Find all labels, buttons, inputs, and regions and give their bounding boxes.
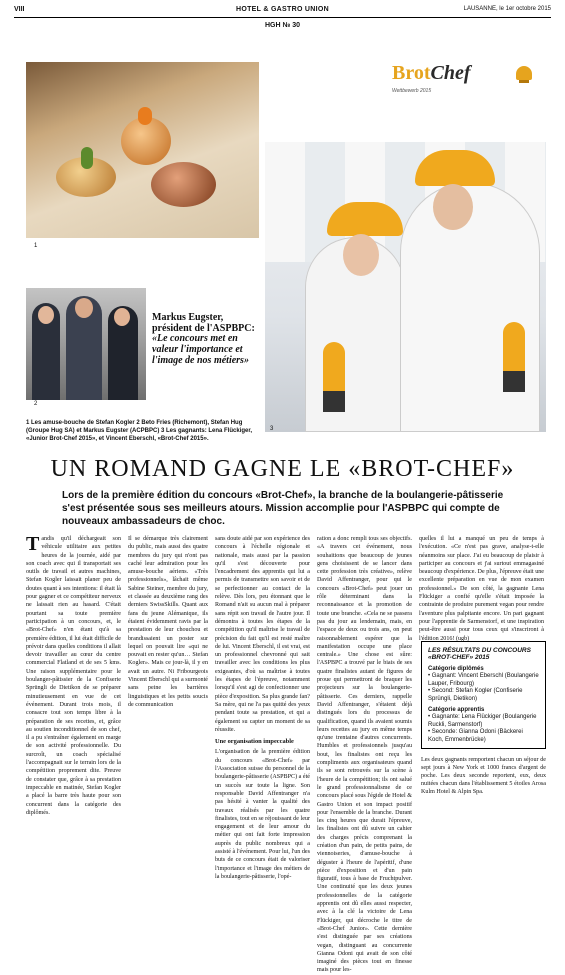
header-rule [14, 17, 551, 18]
face [433, 184, 473, 230]
section-title: HOTEL & GASTRO UNION [236, 6, 329, 13]
photo-caption: 1 Les amuse-bouche de Stefan Kogler 2 Beto Fries (Richemont), Stefan Hug (Groupe Hug SA) et Markus Eugster (ACPBPC) 3 Les gagnants: Lena Flückiger, «Junior Brot-Chef 2015», et Vincent Eberschl, «Brot-Chef 2015». [26, 420, 253, 442]
logo-tagline: Wettbewerb 2015 [392, 88, 432, 94]
face [343, 234, 379, 276]
face [75, 298, 93, 318]
prize-paragraph: Les deux gagnants remportent chacun un séjour de sept jours à New York et 1000 francs d'argent de poche. Les deux seconde reportent, eux, deux nuitées chacun dans l'établissement 5 étoiles Arosa Kulm Hotel & Alpin Spa. [421, 757, 546, 795]
face [38, 306, 54, 324]
photo-2-number: 2 [34, 401, 38, 407]
article-column-1 [26, 535, 121, 817]
results-item: • Gagnant: Vincent Eberschl (Boulangerie Lauper, Fribourg) [428, 673, 539, 687]
results-category: Catégorie apprentis [428, 707, 485, 714]
column-text: andis qu'il déchargeait son véhicule utilitaire aux petites heures de la journée, aidé par son coach avec qui il transportait ses outils de travail et autres machines, Stefan Kogler laissait planer peu de doutes quant à ses intentions: il était là pour gagner et ce compétiteur nerveux ne laissait rien au hasard. C'était pourtant sa toute première participation à un concours, et, le «Brot-Chef» n'en étant qu'à sa première édition, il lui était difficile de prévoir dans quelles conditions il allait devoir travailler au cœur du centre commercial Flatland et de ses 5 kms. Une raison supplémentaire pour le boulanger-pâtissier de la Confiserie Sprüngli de Dietikon de se préparer minutieusement en vue de cet événement. Durant trois mois, il consacre tout son temps libre à la préparation de ses recettes, et, grâce au soutien inconditionnel de son chef, il a pu s'entraîner également en marge de son activité professionnelle. Du surcroît, un coach spécialisé l'accompagnait sur le terrain lors de la compétition proprement dite. Preuve de constater que, grâce à sa prestation impeccable en matinée, Stefan Kogler a placé la barre très haute pour son concurrent dans la catégorie des diplômés. [26, 536, 121, 816]
photo-guests [26, 288, 146, 400]
garnish [81, 147, 93, 169]
results-title: LES RÉSULTATS DU CONCOURS «BROT-CHEF» 2015 [428, 647, 531, 661]
photo-winners [265, 142, 546, 432]
brot-chef-logo [392, 62, 552, 106]
results-category: Catégorie diplômés [428, 666, 484, 672]
logo-chef: Chef [430, 62, 471, 84]
photo-1-number: 1 [34, 243, 38, 249]
results-item: • Gagnante: Lena Flückiger (Boulangerie Ruckli, Sarmenstorf) [428, 714, 537, 728]
winner-right [400, 182, 540, 432]
headline: UN ROMAND GAGNE LE «BROT-CHEF» [50, 456, 515, 482]
face [114, 308, 130, 326]
bread-roll [151, 162, 216, 207]
article-column-4: ration a donc rempli tous ses objectifs. «A travers cet événement, nous souhaitions que beaucoup de jeunes gens choisissent de se lancer dans cette profession très créative», relève David Affentranger, pour qui le concours «Brot-Chef» peut jouer un rôle déterminant dans la reconnaissance et la promotion de toute une branche. «Cela ne se passera pas du jour au lendemain, mais, en l'espace de deux ou trois ans, on peut raisonnablement espérer que la manifestation occupe une place centrale.» Une chose est sûre: l'ASPBPC a trouvé par le biais de ses quatre finalistes autant de figures de proue qui permettront de braquer les projecteurs sur la boulangerie-pâtisserie. Ces derniers, rappelle David Affentranger, s'étaient déjà distingués lors du processus de qualification, quand ils avaient soumis leurs recettes au jury en même temps qu'une trentaine d'autres concurrents. Humbles et professionnels jusqu'au bout, les finalistes ont reçu les compliments aux organisateurs quand ils se sont retrouvés sur la scène à l'heure de la compétition; ils ont salué le grand professionnalisme de ce concours placé sous l'égide de Hotel & Gastro Union et son impact positif pour l'ensemble de la branche. Durant les cinq heures que durait l'épreuve, les finalistes ont dû suivre un cahier des charges précis comprenant la création d'un pain, de petits pains, de viennoiseries, d'amuse-bouche à déguster à l'heure de l'apéritif, d'une pièce d'exposition et d'un pain figuratif, tous à base de Fruchtpulver. Une continuité que les deux jeunes professionnelles de la catégorie apprentis ont dû elles aussi respecter, avec à la clé la victoire de Lena Flückiger, qui décroche le titre de «Brot-Chef Junior». Cette dernière s'est distinguée par ses créations vegan, distinguant au concurrente Gianna Odoni qui avait de son côté imaginé des pièces tout en finesse mais pour les- [317, 536, 412, 974]
column-text: sans doute aidé par son expérience des concours à l'échelle régionale et nationale, mais aussi par la passion qu'il s'est découverte pour l'encadrement des apprentis qui lui a permis de transmettre son savoir et de se perfectionner au contact de la relève. Dès lors, peu étonnant que le Romand n'ait su aucun mal à préparer sans répit son travail de l'autre jour. Il démontra à toutes les étapes de la compétition qu'il maîtrise le travail de précision du fait qu'il est resté maître de lui. Vincent Eberschl, il est vrai, est un professionnel chevronné qui sait travailler avec les conditions les plus exigeantes, d'où sa maîtrise à toutes les étapes de l'épreuve, notamment lorsqu'il s'est agi de confectionner une pièce d'exposition. Sa plus grande fan? Sa mère, qui ne l'a pas quitté des yeux pendant toute sa prestation, et qui a également su capter un moment de sa réussite. [215, 536, 310, 733]
logo-brot: Brot [392, 62, 431, 84]
column-text: L'organisation de la première édition du concours «Brot-Chef» par l'Association suisse du personnel de la boulangerie-pâtisserie (ASPBPC) a été un succès sur toute la ligne. Son responsable David Affentranger n'a pas hésité à vanter la qualité des travaux réalisés par les quatre finalistes, tout en se réjouissant de leur engagement et de leur amour du métier qui ont fait forte impression auprès du public nombreux qui a assisté à l'événement. Pour lui, l'un des buts de ce concours était de valoriser l'importance et l'image des métiers de la boulangerie-pâtisserie, l'opé- [215, 749, 310, 880]
article-column-5: quelles il lui a manqué un peu de temps à l'exécution. «Ce n'est pas grave, analyse-t-elle néanmoins sur place. J'ai eu beaucoup de plaisir à participer au concours et j'ai surtout emmagasiné beaucoup d'expérience. De plus, l'épreuve était une excellente préparation en vue de mon examen professionnel.» De son côté, la gagnante Lena Flückiger a confié qu'elle s'était imposée la contrainte de produire purement vegan pour rendre l'aventure plus palpitante encore. Un pari gagnant pour l'apprentie de Sarmenstorf, et une inspiration peut-être aussi pour tous ceux qui s'inscriront à l'édition 2016! (ugb) [419, 536, 544, 642]
dateline: LAUSANNE, le 1er octobre 2015 [463, 6, 551, 12]
photo-amuse-bouche [26, 62, 259, 238]
trophy [323, 342, 345, 412]
quote-author: Markus Eugster, président de l'ASPBPC: [152, 312, 255, 334]
garnish [138, 107, 152, 125]
subhead: Une organisation impeccable [215, 738, 294, 746]
chef-hat-icon [516, 66, 532, 80]
article-column-3 [215, 535, 310, 881]
drop-cap: T [26, 533, 40, 555]
trophy [503, 322, 525, 392]
results-box [421, 641, 546, 749]
lead-paragraph: Lors de la première édition du concours «Brot-Chef», la branche de la boulangerie-pâtisserie s'est présentée sous ses meilleurs atours. Mission accomplie pour l'ASPBPC qui compte de nouveaux ambassadeurs de choc. [62, 490, 504, 527]
photo-3-number: 3 [270, 426, 274, 432]
issue-number: HGH № 30 [264, 22, 301, 29]
pull-quote: «Le concours met en valeur l'importance et l'image de nos métiers» [152, 333, 249, 366]
article-column-2: Il se démarque très clairement du public, mais aussi des quatre membres du jury qui n'ont pas caché leur admiration pour les amuse-bouche aériens. «Très professionnels», lâchait même Sabine Steiner, membre du jury, et classée au deuxième rang des derniers SwissSkills. Quant aux fans du jeune Alémanique, ils étaient évidemment ravis par la prestation de leur chouchou et brandissaient un poster sur lequel on pouvait lire «qui ne pouvait en rester qu'un… Stefan Kogler». Mais ce jour-là, il y en avait un autre. Ni Fribourgeois Vincent Eberschl qui a surmonté sans peine les barrières linguistiques et les petits soucis de communication [128, 536, 208, 708]
page-number: VIII [14, 6, 25, 13]
results-item: • Second: Stefan Kogler (Confiserie Sprüngli, Dietikon) [428, 688, 523, 702]
results-item: • Seconde: Gianna Odoni (Bäckerei Koch, Emmenbrücke) [428, 729, 523, 743]
